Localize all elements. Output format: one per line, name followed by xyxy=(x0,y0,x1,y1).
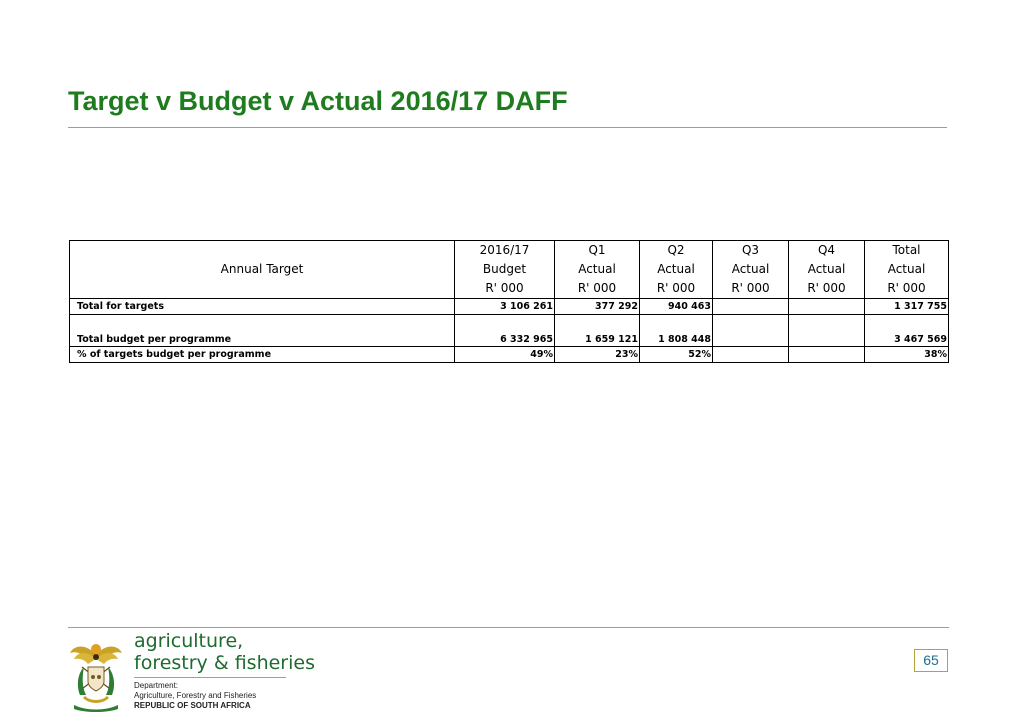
column-header-line: Actual xyxy=(887,262,926,276)
column-header xyxy=(640,241,713,299)
table-cell: 52% xyxy=(640,347,713,363)
table-cell xyxy=(789,315,865,347)
table-cell: 1 659 121 xyxy=(555,315,640,347)
country-name: REPUBLIC OF SOUTH AFRICA xyxy=(134,701,251,710)
table-cell: 940 463 xyxy=(640,299,713,315)
table-cell: 3 467 569 xyxy=(865,315,949,347)
column-header-line: Actual xyxy=(578,262,616,276)
table-header-row xyxy=(70,241,949,299)
table-cell xyxy=(789,299,865,315)
column-header xyxy=(865,241,949,299)
column-header-line: Q2 xyxy=(667,243,685,257)
column-header-line: 2016/17 xyxy=(479,243,530,257)
table-cell: 49% xyxy=(455,347,555,363)
column-header-line: Budget xyxy=(482,262,527,276)
row-label: Total for targets xyxy=(70,299,455,315)
department-info xyxy=(134,681,256,711)
table-cell: 6 332 965 xyxy=(455,315,555,347)
column-header-line: Actual xyxy=(807,262,846,276)
coat-of-arms-icon xyxy=(68,637,124,713)
column-header-line: Actual xyxy=(657,262,695,276)
column-header-line: Total xyxy=(892,243,921,257)
column-header-line: R' 000 xyxy=(656,281,696,295)
table-row xyxy=(70,315,949,347)
table-cell xyxy=(713,347,789,363)
column-header-line: R' 000 xyxy=(807,281,846,295)
table-cell xyxy=(713,315,789,347)
table-cell: 1 317 755 xyxy=(865,299,949,315)
column-header-line: Q4 xyxy=(817,243,836,257)
page-number: 65 xyxy=(914,649,948,672)
column-header xyxy=(455,241,555,299)
table-row xyxy=(70,299,949,315)
table-cell xyxy=(713,299,789,315)
column-header-line: Q3 xyxy=(741,243,760,257)
table-cell: 377 292 xyxy=(555,299,640,315)
table-cell: 1 808 448 xyxy=(640,315,713,347)
column-header-line: R' 000 xyxy=(485,281,524,295)
column-header xyxy=(789,241,865,299)
column-header-line: Actual xyxy=(731,262,770,276)
row-header-cell: Annual Target xyxy=(70,241,455,299)
column-header xyxy=(555,241,640,299)
slide-title: Target v Budget v Actual 2016/17 DAFF xyxy=(68,86,568,116)
dept-label: Department: xyxy=(134,681,179,690)
table-cell: 23% xyxy=(555,347,640,363)
table-row xyxy=(70,347,949,363)
dept-full-name: Agriculture, Forestry and Fisheries xyxy=(134,691,257,700)
brand-wordmark xyxy=(134,630,315,674)
title-divider xyxy=(68,127,947,128)
brand-line: forestry & fisheries xyxy=(134,652,315,674)
target-budget-table xyxy=(69,240,949,363)
column-header-line: R' 000 xyxy=(887,281,926,295)
row-label: Total budget per programme xyxy=(70,315,455,347)
row-label: % of targets budget per programme xyxy=(70,347,455,363)
column-header-line: Q1 xyxy=(588,243,606,257)
column-header-line: R' 000 xyxy=(731,281,770,295)
table-cell: 3 106 261 xyxy=(455,299,555,315)
table-cell: 38% xyxy=(865,347,949,363)
column-header xyxy=(713,241,789,299)
logo-divider xyxy=(134,677,286,678)
footer-divider xyxy=(68,627,949,628)
table-cell xyxy=(789,347,865,363)
brand-line: agriculture, xyxy=(134,630,244,652)
column-header-line: R' 000 xyxy=(577,281,617,295)
